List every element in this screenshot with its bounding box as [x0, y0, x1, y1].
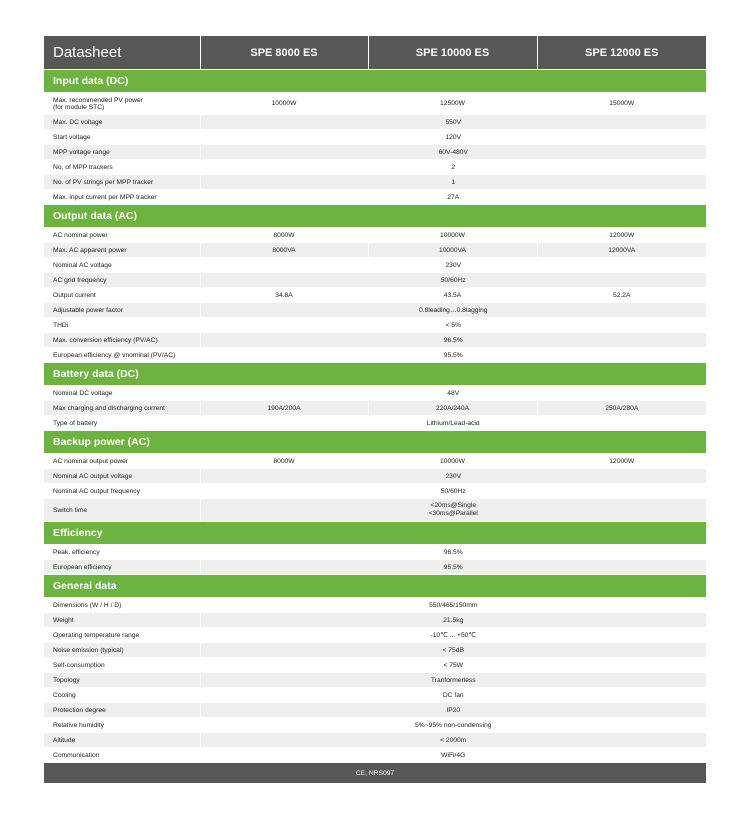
spec-row: [44, 643, 706, 658]
section-header: [44, 205, 706, 228]
spec-value: 220A/240A: [368, 401, 537, 416]
spec-label: Max. DC voltage: [44, 115, 200, 130]
spec-label: Nominal AC output frequency: [44, 484, 200, 499]
spec-value: 0.8leading…0.8lagging: [200, 303, 706, 318]
datasheet: [44, 36, 706, 783]
spec-label: Operating temperature range: [44, 628, 200, 643]
spec-label: Peak. efficiency: [44, 545, 200, 560]
spec-row: [44, 130, 706, 145]
section-title: Efficiency: [44, 522, 706, 545]
spec-label: Type of battery: [44, 416, 200, 431]
spec-row: [44, 733, 706, 748]
spec-value: 95.5%: [200, 348, 706, 363]
spec-label: Cooling: [44, 688, 200, 703]
spec-value: Tranformerless: [200, 673, 706, 688]
datasheet-title: Datasheet: [44, 36, 200, 70]
spec-value: 2: [200, 160, 706, 175]
spec-label: Adjustable power factor: [44, 303, 200, 318]
spec-label: MPP voltage range: [44, 145, 200, 160]
spec-value: < 5%: [200, 318, 706, 333]
spec-value: 5%~95% non-condensing: [200, 718, 706, 733]
spec-label: Switch time: [44, 499, 200, 522]
spec-label: AC grid frequency: [44, 273, 200, 288]
spec-label: No. of PV strings per MPP tracker: [44, 175, 200, 190]
spec-row: [44, 673, 706, 688]
header-row: [44, 36, 706, 70]
spec-value: <20ms@Single <30ms@Parallel: [200, 499, 706, 522]
spec-value: Lithium/Lead-acid: [200, 416, 706, 431]
spec-row: [44, 469, 706, 484]
section-title: Input data (DC): [44, 70, 706, 93]
spec-value: 27A: [200, 190, 706, 205]
spec-row: [44, 598, 706, 613]
spec-label: Noise emission (typical): [44, 643, 200, 658]
spec-label: Dimensions (W / H / D): [44, 598, 200, 613]
spec-row: [44, 454, 706, 469]
spec-value: 12000VA: [537, 243, 706, 258]
spec-row: [44, 688, 706, 703]
spec-row: [44, 303, 706, 318]
spec-value: 10000W: [368, 454, 537, 469]
spec-row: [44, 160, 706, 175]
spec-label: Start voltage: [44, 130, 200, 145]
spec-value: 43.5A: [368, 288, 537, 303]
spec-label: Max. recommended PV power (for module STC): [44, 93, 200, 115]
certifications: CE, NRS097: [44, 763, 706, 784]
spec-row: [44, 93, 706, 115]
spec-label: Nominal DC voltage: [44, 386, 200, 401]
spec-value: 50/60Hz: [200, 484, 706, 499]
spec-value: 8000W: [200, 228, 368, 243]
spec-row: [44, 175, 706, 190]
spec-row: [44, 288, 706, 303]
spec-value: 550V: [200, 115, 706, 130]
spec-row: [44, 115, 706, 130]
spec-row: [44, 748, 706, 763]
spec-value: < 75dB: [200, 643, 706, 658]
spec-value: < 2000m: [200, 733, 706, 748]
footer-row: [44, 763, 706, 784]
spec-label: Communication: [44, 748, 200, 763]
spec-value: 250A/280A: [537, 401, 706, 416]
spec-value: 120V: [200, 130, 706, 145]
spec-row: [44, 243, 706, 258]
spec-value: 1: [200, 175, 706, 190]
spec-value: 96.5%: [200, 545, 706, 560]
section-title: Battery data (DC): [44, 363, 706, 386]
spec-row: [44, 545, 706, 560]
spec-row: [44, 703, 706, 718]
model-header: SPE 12000 ES: [537, 36, 706, 70]
spec-value: 12500W: [368, 93, 537, 115]
spec-value: 8000VA: [200, 243, 368, 258]
spec-value: 190A/200A: [200, 401, 368, 416]
spec-row: [44, 333, 706, 348]
section-header: [44, 70, 706, 93]
spec-row: [44, 348, 706, 363]
spec-value: 34.8A: [200, 288, 368, 303]
spec-row: [44, 401, 706, 416]
spec-row: [44, 190, 706, 205]
spec-row: [44, 386, 706, 401]
spec-label: European efficiency @ vnominal (PV/AC): [44, 348, 200, 363]
spec-label: Max. conversion efficiency (PV/AC): [44, 333, 200, 348]
spec-value: WiFi/4G: [200, 748, 706, 763]
spec-value: 8000W: [200, 454, 368, 469]
section-header: [44, 522, 706, 545]
spec-label: No. of MPP trackers: [44, 160, 200, 175]
spec-value: -10℃ ... +50℃: [200, 628, 706, 643]
spec-label: Max. AC apparent power: [44, 243, 200, 258]
spec-value: 230V: [200, 258, 706, 273]
spec-label: European efficiency: [44, 560, 200, 575]
spec-row: [44, 273, 706, 288]
spec-value: 52.2A: [537, 288, 706, 303]
spec-row: [44, 718, 706, 733]
spec-label: Altitude: [44, 733, 200, 748]
spec-row: [44, 658, 706, 673]
spec-label: Max. input current per MPP tracker: [44, 190, 200, 205]
model-header: SPE 8000 ES: [200, 36, 368, 70]
spec-value: 12000W: [537, 228, 706, 243]
spec-label: Protection degree: [44, 703, 200, 718]
spec-label: Self-consumption: [44, 658, 200, 673]
model-header: SPE 10000 ES: [368, 36, 537, 70]
spec-row: [44, 416, 706, 431]
section-title: General data: [44, 575, 706, 598]
spec-row: [44, 258, 706, 273]
spec-value: 550/465/150mm: [200, 598, 706, 613]
spec-label: Topology: [44, 673, 200, 688]
spec-value: 60V-480V: [200, 145, 706, 160]
datasheet-table: [44, 36, 706, 783]
spec-row: [44, 613, 706, 628]
spec-value: 21.5kg: [200, 613, 706, 628]
spec-row: [44, 499, 706, 522]
spec-row: [44, 628, 706, 643]
spec-value: 10000VA: [368, 243, 537, 258]
section-title: Backup power (AC): [44, 431, 706, 454]
spec-value: 50/60Hz: [200, 273, 706, 288]
section-header: [44, 431, 706, 454]
spec-label: Nominal AC output voltage: [44, 469, 200, 484]
spec-row: [44, 560, 706, 575]
spec-label: Relative humidity: [44, 718, 200, 733]
spec-label: THDi: [44, 318, 200, 333]
spec-value: IP20: [200, 703, 706, 718]
spec-row: [44, 228, 706, 243]
spec-value: 48V: [200, 386, 706, 401]
spec-label: AC nominal output power: [44, 454, 200, 469]
spec-label: Weight: [44, 613, 200, 628]
spec-value: < 75W: [200, 658, 706, 673]
spec-value: 230V: [200, 469, 706, 484]
section-header: [44, 575, 706, 598]
spec-value: 10000W: [200, 93, 368, 115]
section-title: Output data (AC): [44, 205, 706, 228]
spec-label: Nominal AC voltage: [44, 258, 200, 273]
section-header: [44, 363, 706, 386]
datasheet-body: [44, 70, 706, 784]
spec-value: DC fan: [200, 688, 706, 703]
spec-row: [44, 484, 706, 499]
spec-value: 12000W: [537, 454, 706, 469]
spec-label: AC nominal power: [44, 228, 200, 243]
spec-row: [44, 318, 706, 333]
spec-row: [44, 145, 706, 160]
spec-value: 95.5%: [200, 560, 706, 575]
spec-value: 10000W: [368, 228, 537, 243]
spec-label: Max charging and discharging current: [44, 401, 200, 416]
spec-value: 96.5%: [200, 333, 706, 348]
spec-label: Output current: [44, 288, 200, 303]
spec-value: 15000W: [537, 93, 706, 115]
